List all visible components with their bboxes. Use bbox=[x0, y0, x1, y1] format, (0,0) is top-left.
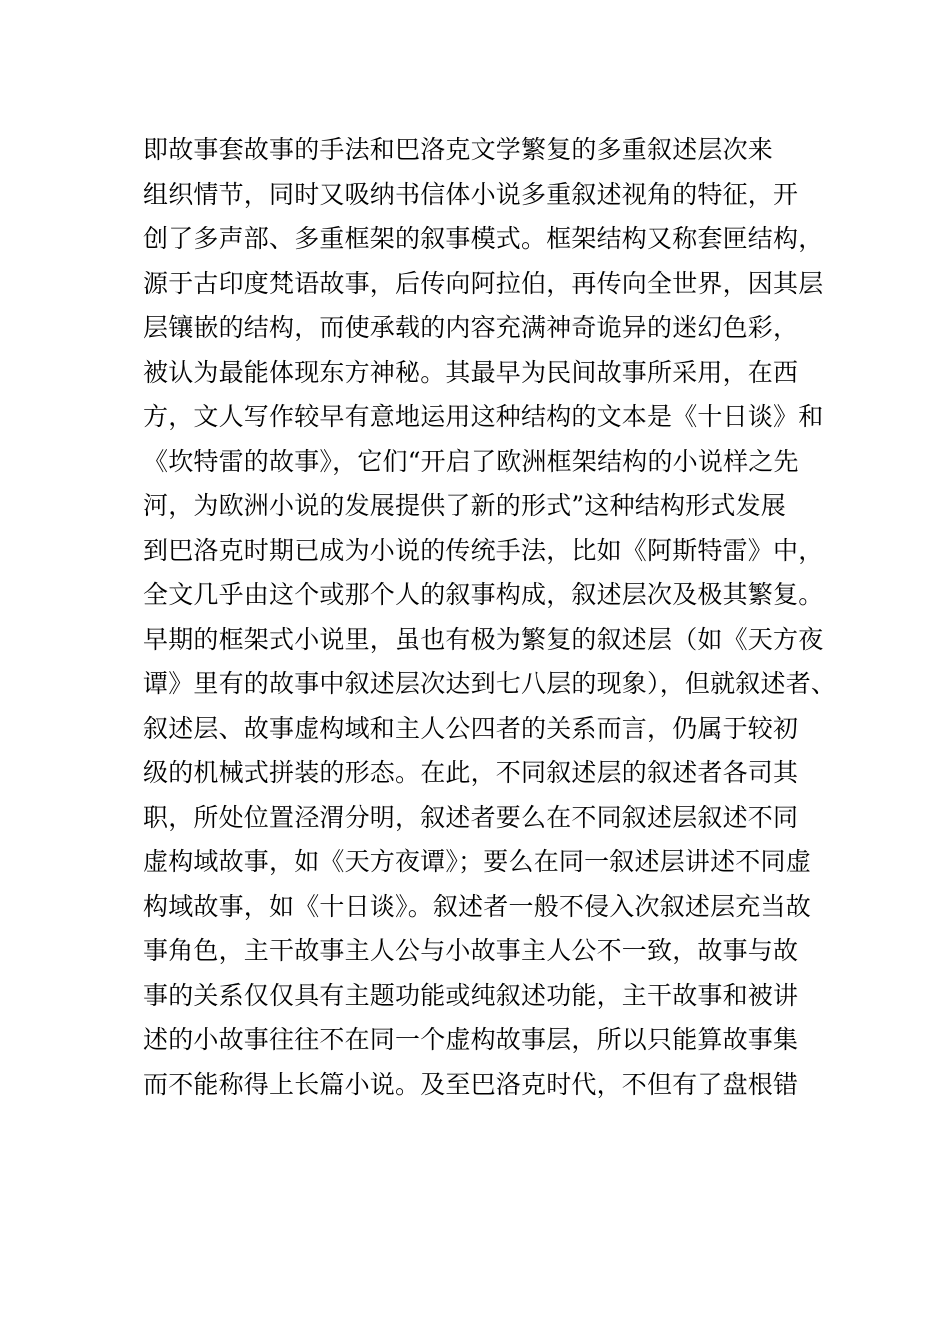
text-line-19: 事角色，主干故事主人公与小故事主人公不一致，故事与故 bbox=[143, 936, 799, 965]
text-line-21: 述的小故事往往不在同一个虚构故事层，所以只能算故事集 bbox=[143, 1025, 799, 1054]
text-line-9: 河，为欧洲小说的发展提供了新的形式”这种结构形式发展 bbox=[143, 491, 786, 520]
text-line-20: 事的关系仅仅具有主题功能或纯叙述功能，主干故事和被讲 bbox=[143, 980, 799, 1010]
text-line-6: 被认为最能体现东方神秘。其最早为民间故事所采用，在西 bbox=[143, 357, 799, 387]
text-line-11: 全文几乎由这个或那个人的叙事构成，叙述层次及极其繁复。 bbox=[143, 580, 824, 609]
text-line-15: 级的机械式拼装的形态。在此，不同叙述层的叙述者各司其 bbox=[143, 758, 799, 787]
text-line-22: 而不能称得上长篇小说。及至巴洛克时代，不但有了盘根错 bbox=[143, 1069, 799, 1099]
text-line-4: 源于古印度梵语故事，后传向阿拉伯，再传向全世界，因其层 bbox=[143, 268, 824, 298]
text-line-10: 到巴洛克时期已成为小说的传统手法，比如《阿斯特雷》中， bbox=[143, 535, 824, 565]
text-line-3: 创了多声部、多重框架的叙事模式。框架结构又称套匣结构， bbox=[143, 224, 824, 253]
text-line-12: 早期的框架式小说里，虽也有极为繁复的叙述层（如《天方夜 bbox=[143, 624, 824, 654]
text-line-13: 谭》里有的故事中叙述层次达到七八层的现象），但就叙述者、 bbox=[143, 669, 837, 698]
text-line-1: 即故事套故事的手法和巴洛克文学繁复的多重叙述层次来 bbox=[143, 135, 774, 164]
text-line-17: 虚构域故事，如《天方夜谭》；要么在同一叙述层讲述不同虚 bbox=[143, 847, 811, 876]
text-line-8: 《坎特雷的故事》，它们“开启了欧洲框架结构的小说样之先 bbox=[143, 446, 799, 476]
text-line-18: 构域故事，如《十日谈》。叙述者一般不侵入次叙述层充当故 bbox=[143, 891, 811, 921]
body-text bbox=[143, 128, 837, 1107]
text-line-7: 方，文人写作较早有意地运用这种结构的文本是《十日谈》和 bbox=[143, 402, 824, 431]
text-line-2: 组织情节，同时又吸纳书信体小说多重叙述视角的特征，开 bbox=[143, 179, 799, 209]
text-line-16: 职，所处位置泾渭分明，叙述者要么在不同叙述层叙述不同 bbox=[143, 802, 799, 832]
text-line-5: 层镶嵌的结构，而使承载的内容充满神奇诡异的迷幻色彩， bbox=[143, 313, 799, 342]
text-line-14: 叙述层、故事虚构域和主人公四者的关系而言，仍属于较初 bbox=[143, 713, 799, 743]
